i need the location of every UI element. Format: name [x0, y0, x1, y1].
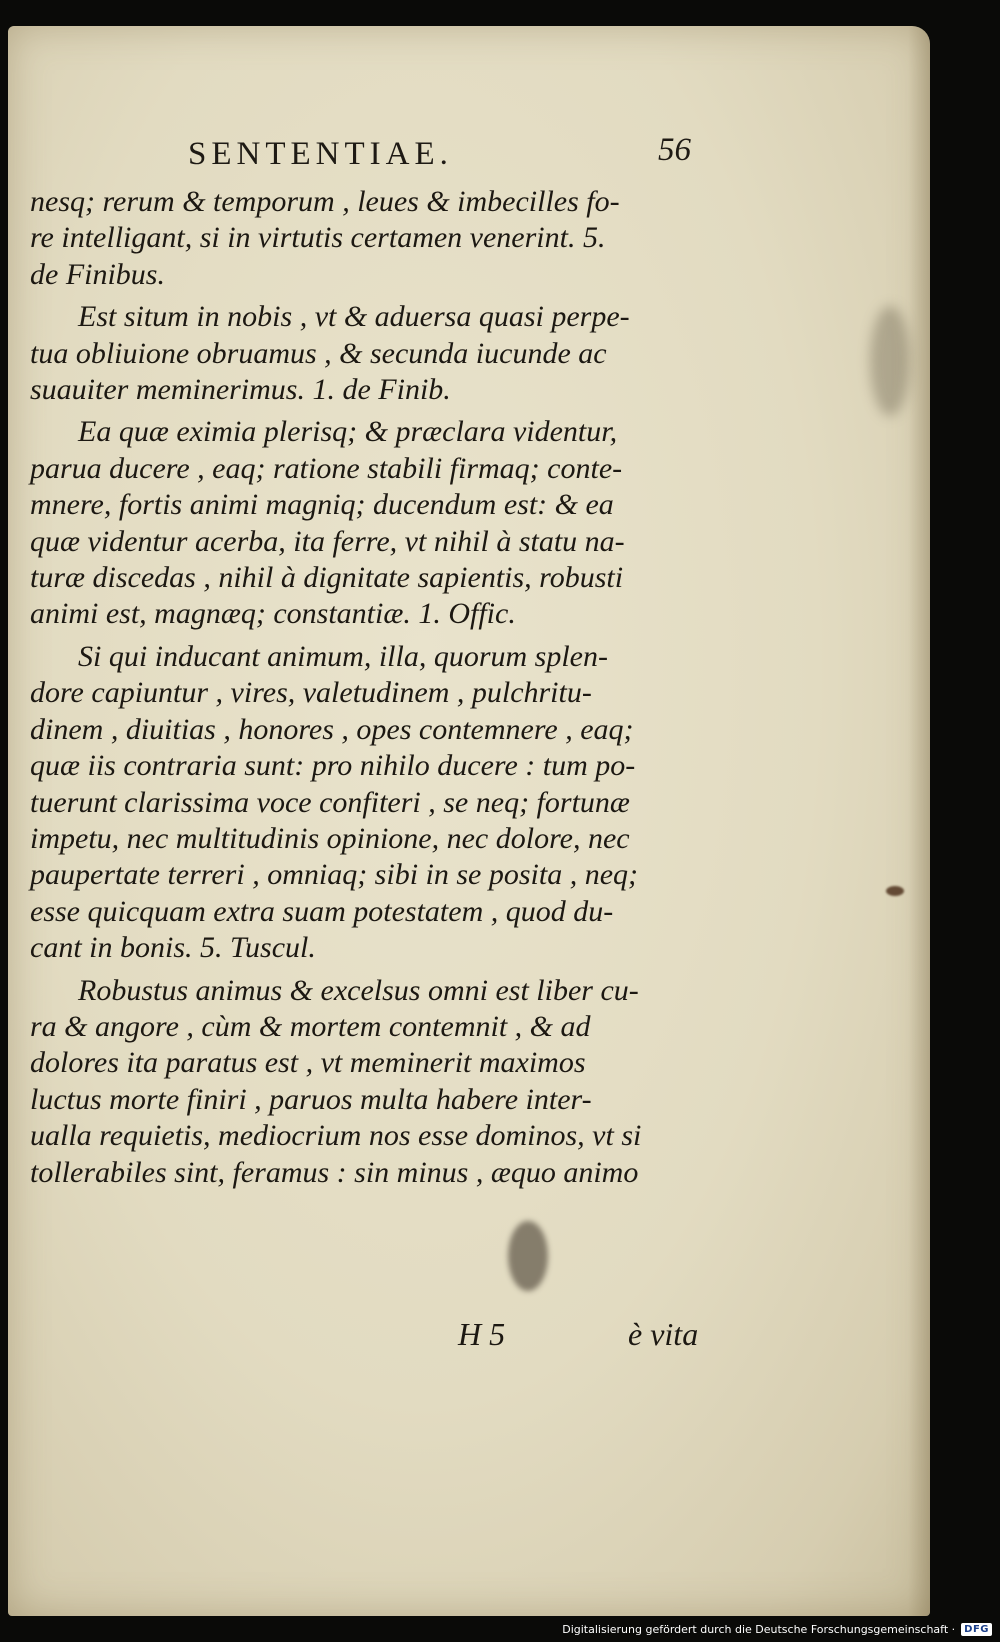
- text-line: quæ videntur acerba, ita ferre, vt nihil à statu na-: [30, 524, 625, 558]
- digitization-footer: [562, 1618, 992, 1640]
- signature-mark: H 5: [458, 1316, 506, 1352]
- text-block: [30, 184, 730, 1197]
- text-line: tuerunt clarissima voce confiteri , se neq; fortunæ: [30, 785, 630, 819]
- page-number: 56: [658, 132, 691, 168]
- page-header: [8, 132, 930, 176]
- text-line: quæ iis contraria sunt: pro nihilo ducere : tum po-: [30, 749, 636, 783]
- text-line: turæ discedas , nihil à dignitate sapientis, robusti: [30, 561, 624, 595]
- funding-credit: Digitalisierung gefördert durch die Deutsche Forschungsgemeinschaft ·: [562, 1622, 956, 1636]
- text-line: tua obliuione obruamus , & secunda iucunde ac: [30, 336, 607, 370]
- text-line: re intelligant, si in virtutis certamen venerint. 5.: [30, 221, 606, 255]
- text-line: ualla requietis, mediocrium nos esse dominos, vt si: [30, 1119, 642, 1153]
- paragraph-1: [30, 184, 730, 293]
- text-line: Si qui inducant animum, illa, quorum splen-: [78, 639, 608, 673]
- ink-blot: [508, 1221, 548, 1291]
- text-line: dinem , diuitias , honores , opes contemnere , eaq;: [30, 712, 634, 746]
- running-head: SENTENTIAE.: [188, 136, 453, 172]
- text-line: de Finibus.: [30, 257, 165, 291]
- paragraph-5: [30, 973, 730, 1191]
- text-line: suauiter meminerimus. 1. de Finib.: [30, 373, 451, 407]
- paragraph-2: [30, 299, 730, 408]
- paragraph-4: [30, 639, 730, 967]
- text-line: dolores ita paratus est , vt meminerit maximos: [30, 1046, 586, 1080]
- paragraph-3: [30, 414, 730, 632]
- text-line: paupertate terreri , omniaq; sibi in se posita , neq;: [30, 858, 638, 892]
- catchword: è vita: [628, 1316, 699, 1352]
- paper-stain: [870, 306, 910, 416]
- text-line: parua ducere , eaq; ratione stabili firmaq; conte-: [30, 451, 623, 485]
- text-line: tollerabiles sint, feramus : sin minus , æquo animo: [30, 1155, 639, 1189]
- text-line: Robustus animus & excelsus omni est liber cu-: [78, 973, 639, 1007]
- book-page: [8, 26, 930, 1616]
- text-line: ra & angore , cùm & mortem contemnit , & ad: [30, 1009, 591, 1043]
- text-line: luctus morte finiri , paruos multa habere inter-: [30, 1082, 592, 1116]
- text-line: Ea quæ eximia plerisq; & præclara videntur,: [78, 415, 618, 449]
- page-edge-shadow: [908, 26, 930, 1616]
- text-line: mnere, fortis animi magniq; ducendum est: & ea: [30, 488, 614, 522]
- text-line: dore capiuntur , vires, valetudinem , pulchritu-: [30, 676, 592, 710]
- text-line: esse quicquam extra suam potestatem , quod du-: [30, 894, 614, 928]
- dfg-logo: DFG: [961, 1623, 992, 1636]
- text-line: nesq; rerum & temporum , leues & imbecilles fo-: [30, 185, 620, 218]
- text-line: animi est, magnæq; constantiæ. 1. Offic.: [30, 597, 516, 631]
- text-line: impetu, nec multitudinis opinione, nec dolore, nec: [30, 821, 630, 855]
- page-footer-marks: [8, 1316, 930, 1356]
- ink-spot: [886, 886, 904, 896]
- text-line: cant in bonis. 5. Tuscul.: [30, 931, 316, 965]
- text-line: Est situm in nobis , vt & aduersa quasi perpe-: [78, 300, 630, 334]
